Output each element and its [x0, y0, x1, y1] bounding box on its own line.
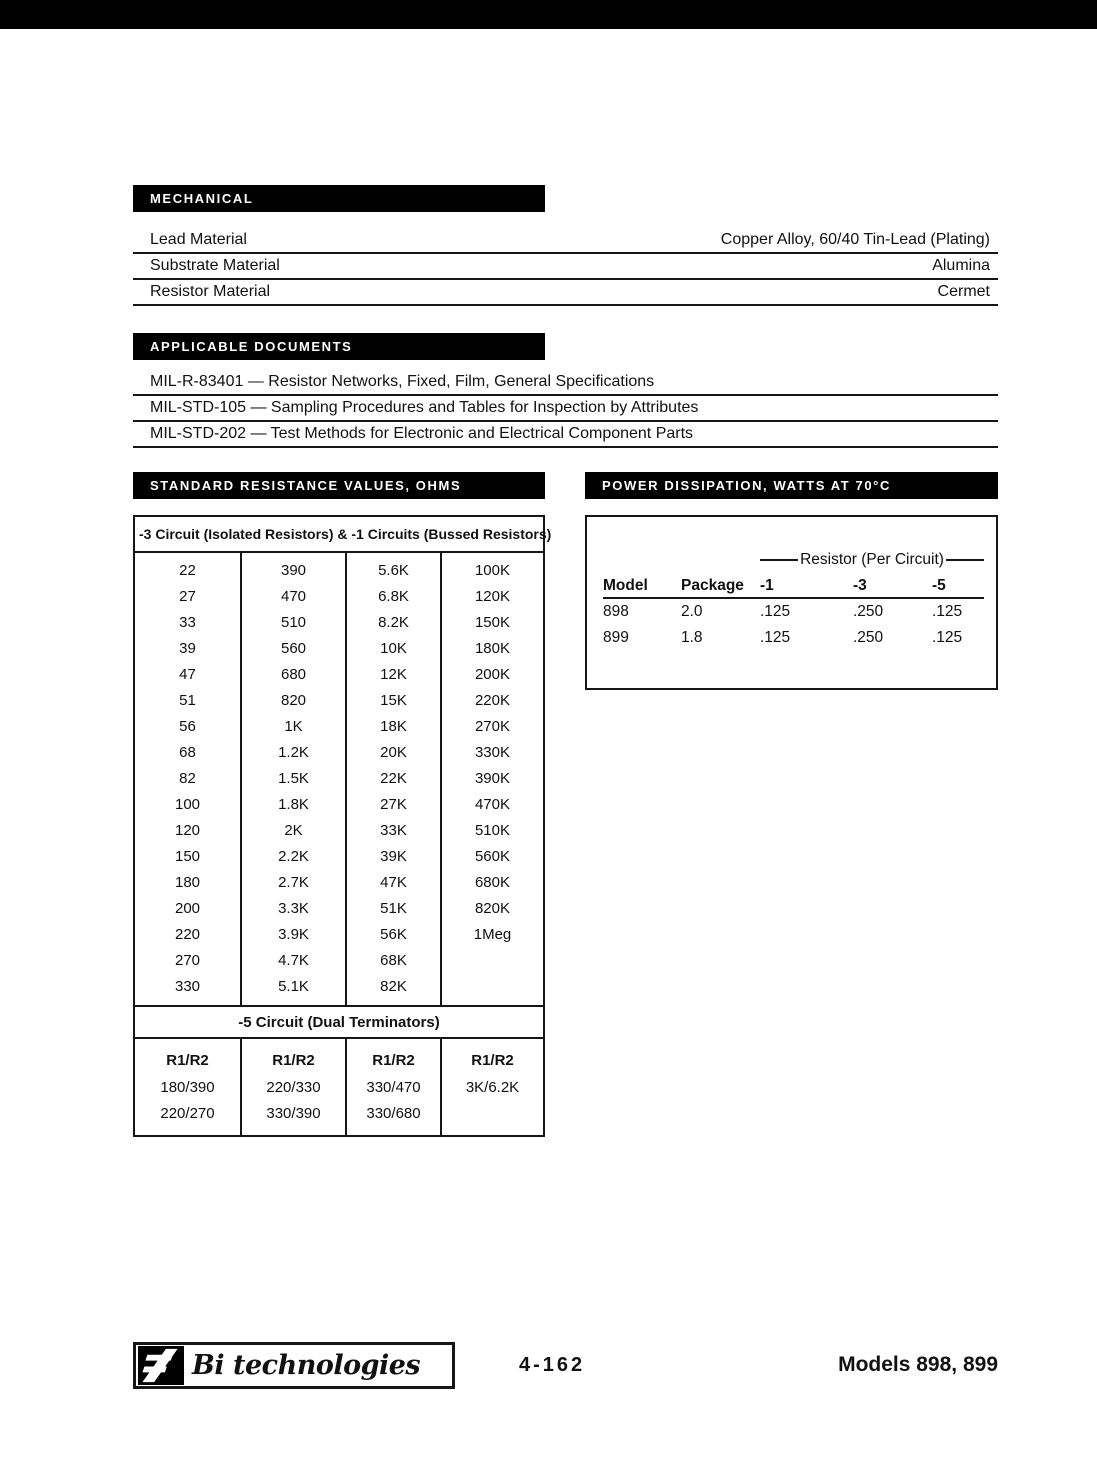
dual-value: 3K/6.2K: [465, 1079, 520, 1096]
table-row: [133, 280, 998, 306]
resistance-value: 820: [280, 692, 307, 709]
resistance-value: 27K: [380, 796, 407, 813]
cell-watts-5: .125: [932, 603, 963, 620]
resistance-value: 680K: [474, 874, 511, 891]
dual-value: 330/470: [366, 1079, 421, 1096]
resistance-value: 1.2K: [278, 744, 309, 761]
resistance-values-table: [133, 515, 552, 1137]
column-header: -5: [932, 577, 946, 594]
resistance-value: 150K: [474, 614, 511, 631]
resistance-section-header: [133, 472, 545, 499]
resistance-value: 20K: [380, 744, 407, 761]
section-title: POWER DISSIPATION, WATTS AT 70°C: [602, 478, 891, 493]
applicable-documents-section-header: [133, 333, 545, 360]
resistance-value: 68K: [380, 952, 407, 969]
resistance-value: 22K: [380, 770, 407, 787]
resistance-value: 39K: [380, 848, 407, 865]
r1r2-column-header: R1/R2: [372, 1052, 415, 1069]
resistance-value: 220K: [474, 692, 511, 709]
resistance-value: 10K: [380, 640, 407, 657]
resistance-value: 18K: [380, 718, 407, 735]
section-title: MECHANICAL: [150, 191, 254, 206]
resistance-value: 270: [174, 952, 201, 969]
resistance-value: 56: [179, 718, 196, 735]
resistance-grid: [135, 553, 543, 1005]
resistance-value: 5.1K: [278, 978, 309, 995]
resistance-value: 1Meg: [473, 926, 512, 943]
brand-wordmark: Bi technologies: [192, 1349, 421, 1381]
resistance-value: 100K: [474, 562, 511, 579]
spec-label: Lead Material: [150, 231, 247, 248]
list-item: MIL-R-83401 — Resistor Networks, Fixed, Film, General Specifications: [133, 370, 998, 396]
cell-watts-3: .250: [853, 603, 884, 620]
resistance-value: 56K: [380, 926, 407, 943]
resistance-value: 100: [174, 796, 201, 813]
cell-package: 1.8: [681, 629, 703, 646]
resistance-value: 5.6K: [378, 562, 409, 579]
resistance-value: 6.8K: [378, 588, 409, 605]
resistance-value: 47: [179, 666, 196, 683]
resistance-value: 680: [280, 666, 307, 683]
resistance-value: 8.2K: [378, 614, 409, 631]
dual-column: [347, 1039, 442, 1135]
resistance-value: 560: [280, 640, 307, 657]
resistance-value: 200: [174, 900, 201, 917]
resistance-value: 47K: [380, 874, 407, 891]
resistance-value: 82: [179, 770, 196, 787]
cell-model: 898: [603, 603, 629, 620]
resistance-value: 180: [174, 874, 201, 891]
resistance-value: 3.9K: [278, 926, 309, 943]
resistance-value: 51K: [380, 900, 407, 917]
spec-value: Copper Alloy, 60/40 Tin-Lead (Plating): [720, 231, 990, 248]
table-section-headers: [133, 472, 998, 499]
resistance-value: 330: [174, 978, 201, 995]
bi-technologies-logo: [133, 1342, 455, 1389]
resistance-value: 12K: [380, 666, 407, 683]
dual-column: [442, 1039, 543, 1135]
resistance-value: 180K: [474, 640, 511, 657]
dual-column: [135, 1039, 242, 1135]
r1r2-column-header: R1/R2: [272, 1052, 315, 1069]
r1r2-column-header: R1/R2: [166, 1052, 209, 1069]
resistor-per-circuit-header: [760, 549, 984, 571]
table-row: [603, 599, 984, 625]
list-item: MIL-STD-202 — Test Methods for Electronic and Electrical Component Parts: [133, 422, 998, 448]
resistance-value: 2.2K: [278, 848, 309, 865]
resistance-value: 39: [179, 640, 196, 657]
resistance-value: 68: [179, 744, 196, 761]
applicable-documents-list: [133, 370, 998, 448]
cell-package: 2.0: [681, 603, 703, 620]
column-header: Package: [681, 577, 744, 594]
cell-watts-5: .125: [932, 629, 963, 646]
table-row: [133, 228, 998, 254]
resistance-value: 27: [179, 588, 196, 605]
list-item: MIL-STD-105 — Sampling Procedures and Tables for Inspection by Attributes: [133, 396, 998, 422]
power-section-header: [585, 472, 998, 499]
resistance-value: 120K: [474, 588, 511, 605]
mechanical-section-header: [133, 185, 545, 212]
resistance-value: 150: [174, 848, 201, 865]
resistance-value: 120: [174, 822, 201, 839]
dual-column: [242, 1039, 347, 1135]
resistance-value: 560K: [474, 848, 511, 865]
cell-watts-1: .125: [760, 603, 791, 620]
column-header: -3: [853, 577, 867, 594]
resistance-value: 510: [280, 614, 307, 631]
resistance-value: 82K: [380, 978, 407, 995]
spec-label: Substrate Material: [150, 257, 280, 274]
resistance-value: 200K: [474, 666, 511, 683]
resistance-value: 3.3K: [278, 900, 309, 917]
resistance-value: 1.5K: [278, 770, 309, 787]
cell-model: 899: [603, 629, 629, 646]
cell-watts-1: .125: [760, 629, 791, 646]
dual-terminators-header: -5 Circuit (Dual Terminators): [135, 1005, 543, 1039]
column-header: -1: [760, 577, 774, 594]
dual-value: 180/390: [160, 1079, 215, 1096]
dual-value: 330/390: [266, 1105, 321, 1122]
resistance-value: 390K: [474, 770, 511, 787]
models-label: Models 898, 899: [838, 1353, 998, 1376]
page-number: 4-162: [519, 1353, 586, 1376]
table-row: [603, 625, 984, 651]
power-dissipation-table: [585, 515, 998, 690]
dual-value: 330/680: [366, 1105, 421, 1122]
resistance-table-header: -3 Circuit (Isolated Resistors) & -1 Circuits (Bussed Resistors): [135, 517, 543, 553]
resistance-value: 15K: [380, 692, 407, 709]
resistance-value: 22: [179, 562, 196, 579]
resistance-value: [442, 948, 543, 974]
page-content: [133, 29, 998, 1137]
resistance-value: 220: [174, 926, 201, 943]
power-table-header-row: [603, 575, 984, 599]
resistance-column: [442, 553, 543, 1005]
section-title: STANDARD RESISTANCE VALUES, OHMS: [150, 478, 462, 493]
resistance-value: 820K: [474, 900, 511, 917]
page-footer: [133, 1341, 998, 1389]
resistance-column: [242, 553, 347, 1005]
top-rule: [0, 0, 1097, 29]
resistance-value: 33K: [380, 822, 407, 839]
tables-area: [133, 499, 998, 1137]
dual-value: 220/270: [160, 1105, 215, 1122]
resistance-value: 4.7K: [278, 952, 309, 969]
spec-label: Resistor Material: [150, 283, 271, 300]
resistance-value: 470: [280, 588, 307, 605]
resistance-value: 510K: [474, 822, 511, 839]
mechanical-table: [133, 228, 998, 306]
resistance-column: [135, 553, 242, 1005]
resistance-value: 33: [179, 614, 196, 631]
spec-value: Cermet: [937, 283, 990, 300]
group-header-label: Resistor (Per Circuit): [800, 551, 944, 568]
resistance-value: 2.7K: [278, 874, 309, 891]
resistance-value: 51: [179, 692, 196, 709]
resistance-value: 270K: [474, 718, 511, 735]
r1r2-column-header: R1/R2: [471, 1052, 514, 1069]
resistance-value: 1K: [284, 718, 303, 735]
bi-logo-icon: [138, 1346, 184, 1385]
resistance-value: [442, 974, 543, 1000]
spec-value: Alumina: [932, 257, 990, 274]
section-title: APPLICABLE DOCUMENTS: [150, 339, 353, 354]
dual-value: 220/330: [266, 1079, 321, 1096]
column-header: Model: [603, 577, 648, 594]
dual-value: [442, 1101, 543, 1127]
resistance-value: 390: [280, 562, 307, 579]
resistance-value: 330K: [474, 744, 511, 761]
resistance-value: 1.8K: [278, 796, 309, 813]
table-row: [133, 254, 998, 280]
resistance-value: 2K: [284, 822, 303, 839]
resistance-column: [347, 553, 442, 1005]
resistance-value: 470K: [474, 796, 511, 813]
cell-watts-3: .250: [853, 629, 884, 646]
dual-grid: [135, 1039, 543, 1135]
